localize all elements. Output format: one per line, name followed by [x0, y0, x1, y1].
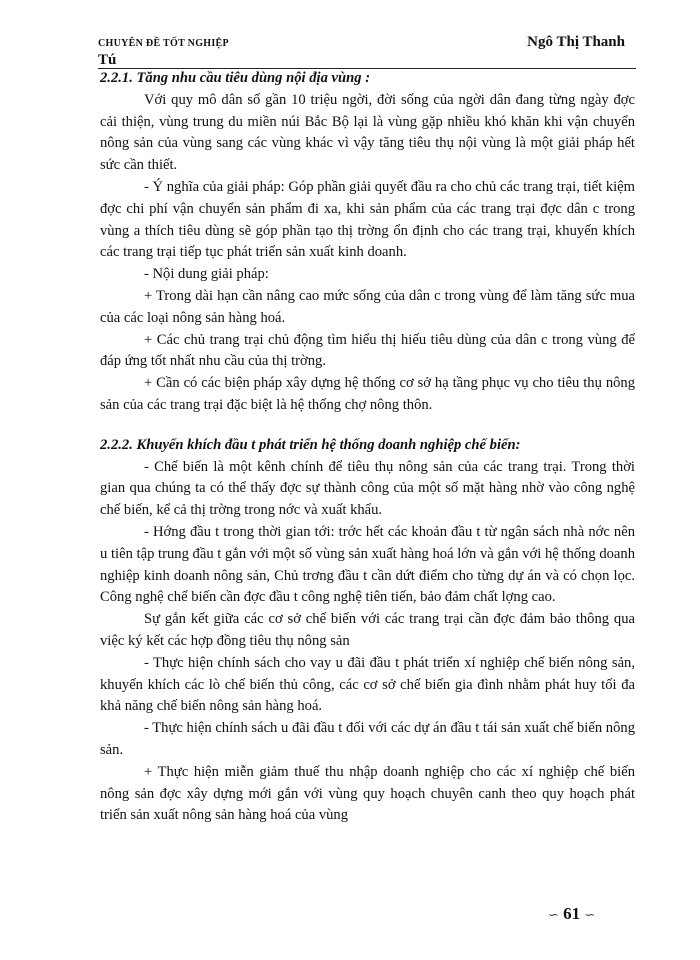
paragraph: + Cần có các biện pháp xây dựng hệ thống cơ sở hạ tầng phục vụ cho tiêu thụ nông sản của các trang trại đặc biệt là hệ thống chợ nông thôn. — [100, 375, 635, 413]
paragraph: - Chế biến là một kênh chính để tiêu thụ nông sản của các trang trại. Trong thời gian qua chúng ta có thể thấy đợc sự thành công của một số mặt hàng nhờ vào công nghệ chế biến, kể cả thị trờng trong nớc và xuất khẩu. — [100, 458, 635, 519]
header-title: CHUYÊN ĐỀ TỐT NGHIỆP — [98, 38, 229, 49]
header-author: Ngô Thị Thanh — [527, 34, 625, 50]
paragraph: Sự gắn kết giữa các cơ sở chế biến với các trang trại cần đợc đảm bảo thông qua việc ký kết các hợp đồng tiêu thụ nông sản — [100, 611, 635, 649]
paragraph: - Thực hiện chính sách cho vay u đãi đầu t phát triển xí nghiệp chế biến nông sản, khuyến khích các lò chế biến thủ công, các cơ sở chế biến gia đình nhằm phát huy tối đa khả năng chế biến nông sản hàng hoá. — [100, 654, 635, 715]
page-footer — [548, 904, 595, 924]
paragraph: Với quy mô dân số gần 10 triệu ngời, đời sống của ngời dân đang từng ngày đợc cải thiện, vùng trung du miền núi Bắc Bộ lại là vùng gặp nhiều khó khăn khi vận chuyển nông sản của vùng sang các vùng khác vì vậy tăng tiêu thụ nội vùng là một giải pháp hết sức cần thiết. — [100, 91, 635, 174]
paragraph: + Trong dài hạn cần nâng cao mức sống của dân c trong vùng để làm tăng sức mua của các loại nông sản hàng hoá. — [100, 287, 635, 326]
paragraph: + Thực hiện miễn giảm thuế thu nhập doanh nghiệp cho các xí nghiệp chế biến nông sản đợc xây dựng mới gắn với vùng quy hoạch chuyên canh theo quy hoạch phát triển sản xuất nông sản hàng hoá của vùng — [100, 763, 635, 824]
paragraph: + Các chủ trang trại chủ động tìm hiểu thị hiếu tiêu dùng của dân c trong vùng để đáp ứng tốt nhất nhu cầu của thị trờng. — [100, 331, 635, 370]
paragraph: - Hớng đầu t trong thời gian tới: trớc hết các khoản đầu t từ ngân sách nhà nớc nên u tiên tập trung đầu t gắn với một số vùng sản xuất hàng hoá lớn và gắn với hệ thống doanh nghiệp kinh doanh nông sản, Chủ trơng đầu t cần dứt điểm cho từng dự án và có chọn lọc. Công nghệ chế biến cần đợc đầu t công nghệ tiên tiến, bảo đảm chất lợng cao. — [100, 523, 635, 606]
page-number: 61 — [563, 904, 581, 923]
document-body — [100, 68, 635, 827]
right-ornament-icon: ∽ — [584, 907, 596, 922]
section-spacer — [100, 417, 635, 435]
paragraph: - Ý nghĩa của giải pháp: Góp phần giải quyết đầu ra cho chủ các trang trại, tiết kiệm đợc chi phí vận chuyển sản phẩm đi xa, khi sản phẩm của các trang trại đợc dân c trong vùng a thích tiêu dùng sẽ góp phần tạo thị trờng ổn định cho các trang trại, khuyến khích các trang trại tiếp tục phát triển sản xuất kinh doanh. — [100, 178, 635, 261]
paragraph: - Nội dung giải pháp: — [144, 266, 269, 283]
left-ornament-icon: ∽ — [548, 907, 559, 922]
header-author-continued: Tú — [98, 52, 117, 68]
page-header — [98, 30, 633, 70]
section-heading: 2.2.2. Khuyến khích đầu t phát triển hệ thống doanh nghiệp chế biến: — [100, 436, 521, 453]
section-heading: 2.2.1. Tăng nhu cầu tiêu dùng nội địa vùng : — [100, 70, 371, 86]
paragraph: - Thực hiện chính sách u đãi đầu t đối với các dự án đầu t tái sản xuất chế biến nông sản. — [100, 720, 635, 758]
